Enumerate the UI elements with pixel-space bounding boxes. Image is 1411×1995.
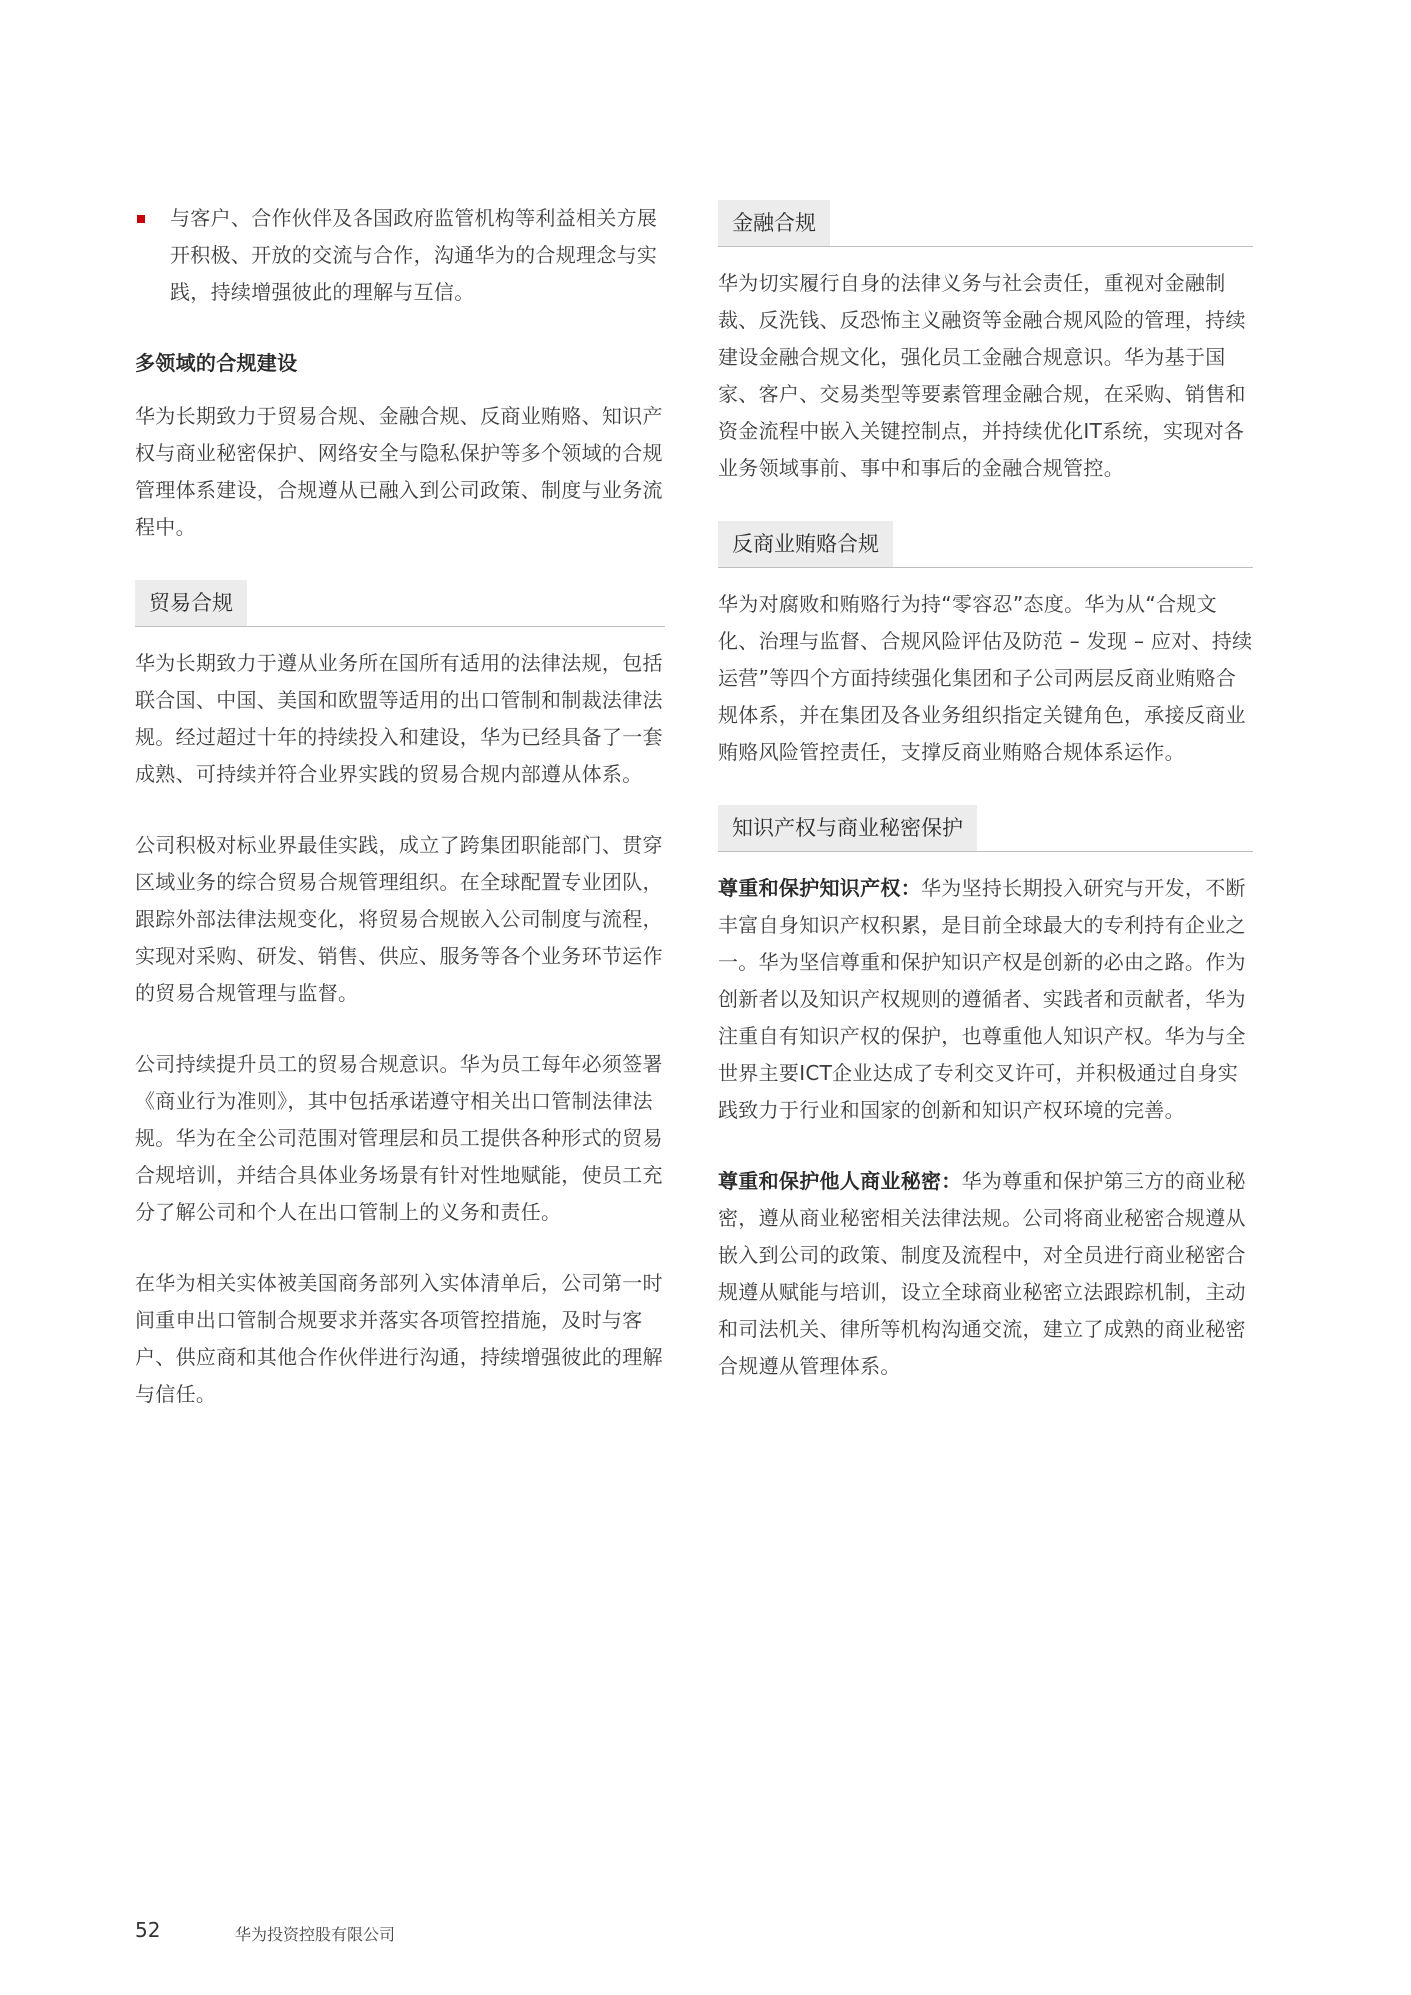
trade-paragraph-3: 公司持续提升员工的贸易合规意识。华为员工每年必须签署《商业行为准则》，其中包括承诺遵守相关出口管制法律法规。华为在全公司范围对管理层和员工提供各种形式的贸易合规培训，并结合具体业务场景有针对性地赋能，使员工充分了解公司和个人在出口管制上的义务和责任。: [135, 1052, 663, 1224]
trade-paragraph-2: 公司积极对标业界最佳实践，成立了跨集团职能部门、贯穿区域业务的综合贸易合规管理组织。在全球配置专业团队，跟踪外部法律法规变化，将贸易合规嵌入公司制度与流程，实现对采购、研发、销售、供应、服务等各个业务环节运作的贸易合规管理与监督。: [135, 833, 663, 1005]
ip-section-title: 知识产权与商业秘密保护: [718, 805, 977, 851]
ip-lead-2: 尊重和保护他人商业秘密：: [718, 1169, 962, 1193]
ip-text-1: 华为坚持长期投入研究与开发，不断丰富自身知识产权积累，是目前全球最大的专利持有企业之一。华为坚信尊重和保护知识产权是创新的必由之路。作为创新者以及知识产权规则的遵循者、实践者和贡献者，华为注重自有知识产权的保护，也尊重他人知识产权。华为与全世界主要ICT企业达成了专利交叉许可，并积极通过自身实践致力于行业和国家的创新和知识产权环境的完善。: [718, 876, 1246, 1122]
page-number: 52: [135, 1918, 161, 1942]
finance-section-title: 金融合规: [718, 200, 830, 246]
trade-section-header: [135, 580, 665, 627]
ip-section-header: [718, 805, 1253, 852]
right-column: [718, 200, 1253, 1385]
bullet-square-icon: [137, 215, 145, 223]
trade-paragraph-4: 在华为相关实体被美国商务部列入实体清单后，公司第一时间重申出口管制合规要求并落实各项管控措施，及时与客户、供应商和其他合作伙伴进行沟通，持续增强彼此的理解与信任。: [135, 1271, 663, 1406]
bribery-paragraph: 华为对腐败和贿赂行为持“零容忍”态度。华为从“合规文化、治理与监督、合规风险评估及防范 – 发现 – 应对、持续运营”等四个方面持续强化集团和子公司两层反商业贿赂合规体系，并在集团及各业务组织指定关键角色，承接反商业贿赂风险管控责任，支撑反商业贿赂合规体系运作。: [718, 592, 1253, 764]
multi-domain-heading: 多领域的合规建设: [135, 351, 298, 375]
trade-paragraph-1: 华为长期致力于遵从业务所在国所有适用的法律法规，包括联合国、中国、美国和欧盟等适用的出口管制和制裁法律法规。经过超过十年的持续投入和建设，华为已经具备了一套成熟、可持续并符合业界实践的贸易合规内部遵从体系。: [135, 651, 663, 786]
bribery-section-header: [718, 521, 1253, 568]
finance-section-header: [718, 200, 1253, 247]
ip-paragraph-1: [718, 870, 1253, 1129]
bullet-text: 与客户、合作伙伴及各国政府监管机构等利益相关方展开积极、开放的交流与合作，沟通华为的合规理念与实践，持续增强彼此的理解与互信。: [170, 206, 658, 304]
ip-text-2: 华为尊重和保护第三方的商业秘密，遵从商业秘密相关法律法规。公司将商业秘密合规遵从嵌入到公司的政策、制度及流程中，对全员进行商业秘密合规遵从赋能与培训，设立全球商业秘密立法跟踪机制，主动和司法机关、律所等机构沟通交流，建立了成熟的商业秘密合规遵从管理体系。: [718, 1169, 1246, 1378]
ip-lead-1: 尊重和保护知识产权：: [718, 876, 921, 900]
finance-paragraph: 华为切实履行自身的法律义务与社会责任，重视对金融制裁、反洗钱、反恐怖主义融资等金融合规风险的管理，持续建设金融合规文化，强化员工金融合规意识。华为基于国家、客户、交易类型等要素管理金融合规，在采购、销售和资金流程中嵌入关键控制点，并持续优化IT系统，实现对各业务领域事前、事中和事后的金融合规管控。: [718, 271, 1246, 480]
multi-domain-text: 华为长期致力于贸易合规、金融合规、反商业贿赂、知识产权与商业秘密保护、网络安全与隐私保护等多个领域的合规管理体系建设，合规遵从已融入到公司政策、制度与业务流程中。: [135, 404, 663, 539]
bullet-item: [135, 200, 665, 311]
left-column: [135, 200, 665, 1413]
trade-section-title: 贸易合规: [135, 580, 247, 626]
ip-paragraph-2: [718, 1163, 1253, 1385]
bribery-section-title: 反商业贿赂合规: [718, 521, 893, 567]
footer-company: 华为投资控股有限公司: [235, 1925, 396, 1944]
